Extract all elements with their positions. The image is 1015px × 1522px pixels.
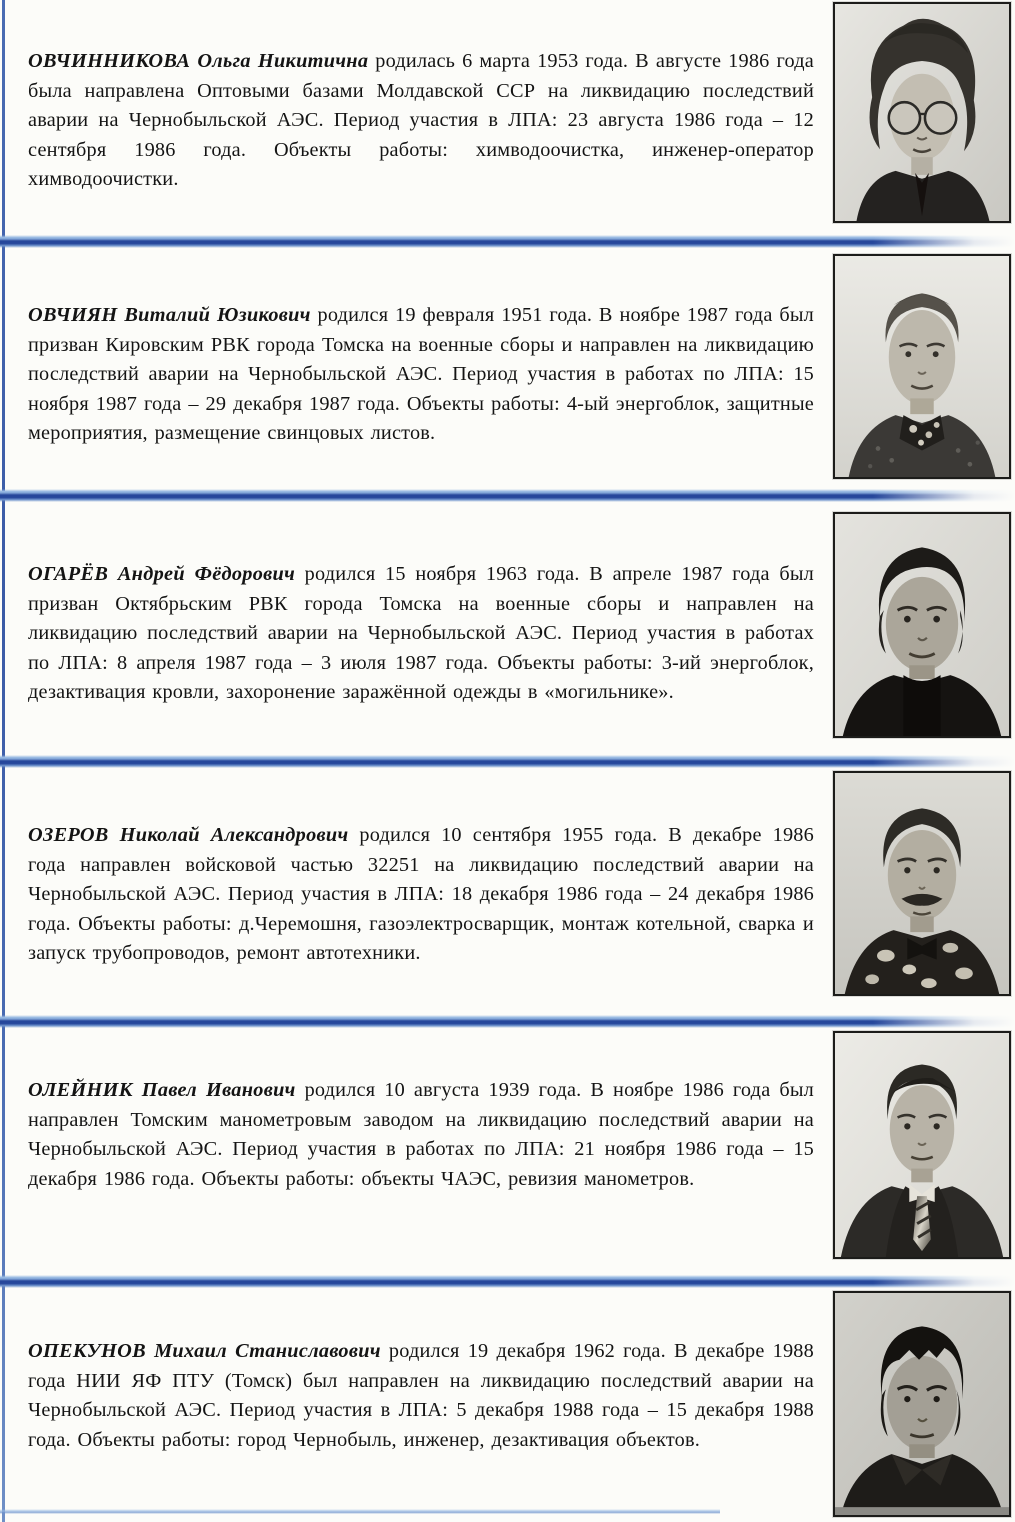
portrait-woman-glasses [835,4,1009,221]
entry-text [28,821,814,968]
entry-body: родилась 6 марта 1953 года. В августе 1986 года была направлена Оптовыми базами Молдавской ССР на ликвидацию последствий аварии на Чернобыльской АЭС. Период участия в ЛПА: 23 августа 1986 года – 12 сентября 1986 года. Объекты работы: химводоочистка, инженер-оператор химводоочистки. [28,50,814,190]
section-divider [0,1275,1015,1288]
divider-fade [0,235,1015,248]
portrait-man-sweater [835,256,1009,477]
portrait-photo [833,512,1011,738]
section-divider [0,235,1015,248]
portrait-man-suit-tie [835,1033,1009,1257]
person-name: ОВЧИЯН Виталий Юзикович [28,304,311,327]
divider-fade [0,489,1015,502]
entry-body: родился 15 ноября 1963 года. В апреле 1987 года был призван Октябрьским РВК города Томска на военные сборы и направлен на ликвидацию последствий аварии на Чернобыльской АЭС. Период участия в работах по ЛПА: 8 апреля 1987 года – 3 июля 1987 года. Объекты работы: 3-ий энергоблок, дезактивация кровли, захоронение заражённой одежды в «могильнике». [28,563,814,703]
portrait-photo [833,1031,1011,1259]
portrait-young-man [835,1293,1009,1515]
person-name: ОГАРЁВ Андрей Фёдорович [28,563,296,586]
person-name: ОВЧИННИКОВА Ольга Никитична [28,50,369,73]
person-name: ОЗЕРОВ Николай Александрович [28,824,349,847]
portrait-photo [833,771,1011,996]
entry-text [28,1076,814,1194]
portrait-photo [833,2,1011,223]
divider-fade [0,755,1015,768]
section-divider [0,1015,1015,1028]
entry-text [28,301,814,448]
portrait-man-dark-hair [835,514,1009,736]
bottom-page-rule [0,1509,720,1514]
divider-fade [0,1015,1015,1028]
entry-body: родился 19 февраля 1951 года. В ноябре 1987 года был призван Кировским РВК города Томска на военные сборы и направлен на ликвидацию последствий аварии на Чернобыльской АЭС. Период участия в работах по ЛПА: 15 ноября 1987 года – 29 декабря 1987 года. Объекты работы: 4-ый энергоблок, защитные мероприятия, размещение свинцовых листов. [28,304,814,444]
entry-text [28,560,814,707]
entry-body: родился 19 декабря 1962 года. В декабре 1988 года НИИ ЯФ ПТУ (Томск) был направлен на ликвидацию последствий аварии на Чернобыльской АЭС. Период участия в ЛПА: 5 декабря 1988 года – 15 декабря 1988 года. Объекты работы: город Чернобыль, инженер, дезактивация объектов. [28,1340,814,1451]
entry-text [28,47,814,194]
portrait-photo [833,1291,1011,1517]
portrait-photo [833,254,1011,479]
entry-body: родился 10 сентября 1955 года. В декабре 1986 года направлен войсковой частью 32251 на ликвидацию последствий аварии на Чернобыльской АЭС. Период участия в ЛПА: 18 декабря 1986 года – 24 декабря 1986 года. Объекты работы: д.Черемошня, газоэлектросварщик, монтаж котельной, сварка и запуск трубопроводов, ремонт автотехники. [28,824,814,964]
person-name: ОЛЕЙНИК Павел Иванович [28,1079,296,1102]
divider-fade [0,1275,1015,1288]
section-divider [0,755,1015,768]
portrait-man-mustache [835,773,1009,994]
section-divider [0,489,1015,502]
entry-body: родился 10 августа 1939 года. В ноябре 1986 года был направлен Томским манометровым заводом на ликвидацию последствий аварии на Чернобыльской АЭС. Период участия в работах по ЛПА: 21 ноября 1986 года – 15 декабря 1986 года. Объекты работы: объекты ЧАЭС, ревизия манометров. [28,1079,815,1190]
entry-text [28,1337,814,1455]
person-name: ОПЕКУНОВ Михаил Станиславович [28,1340,381,1363]
